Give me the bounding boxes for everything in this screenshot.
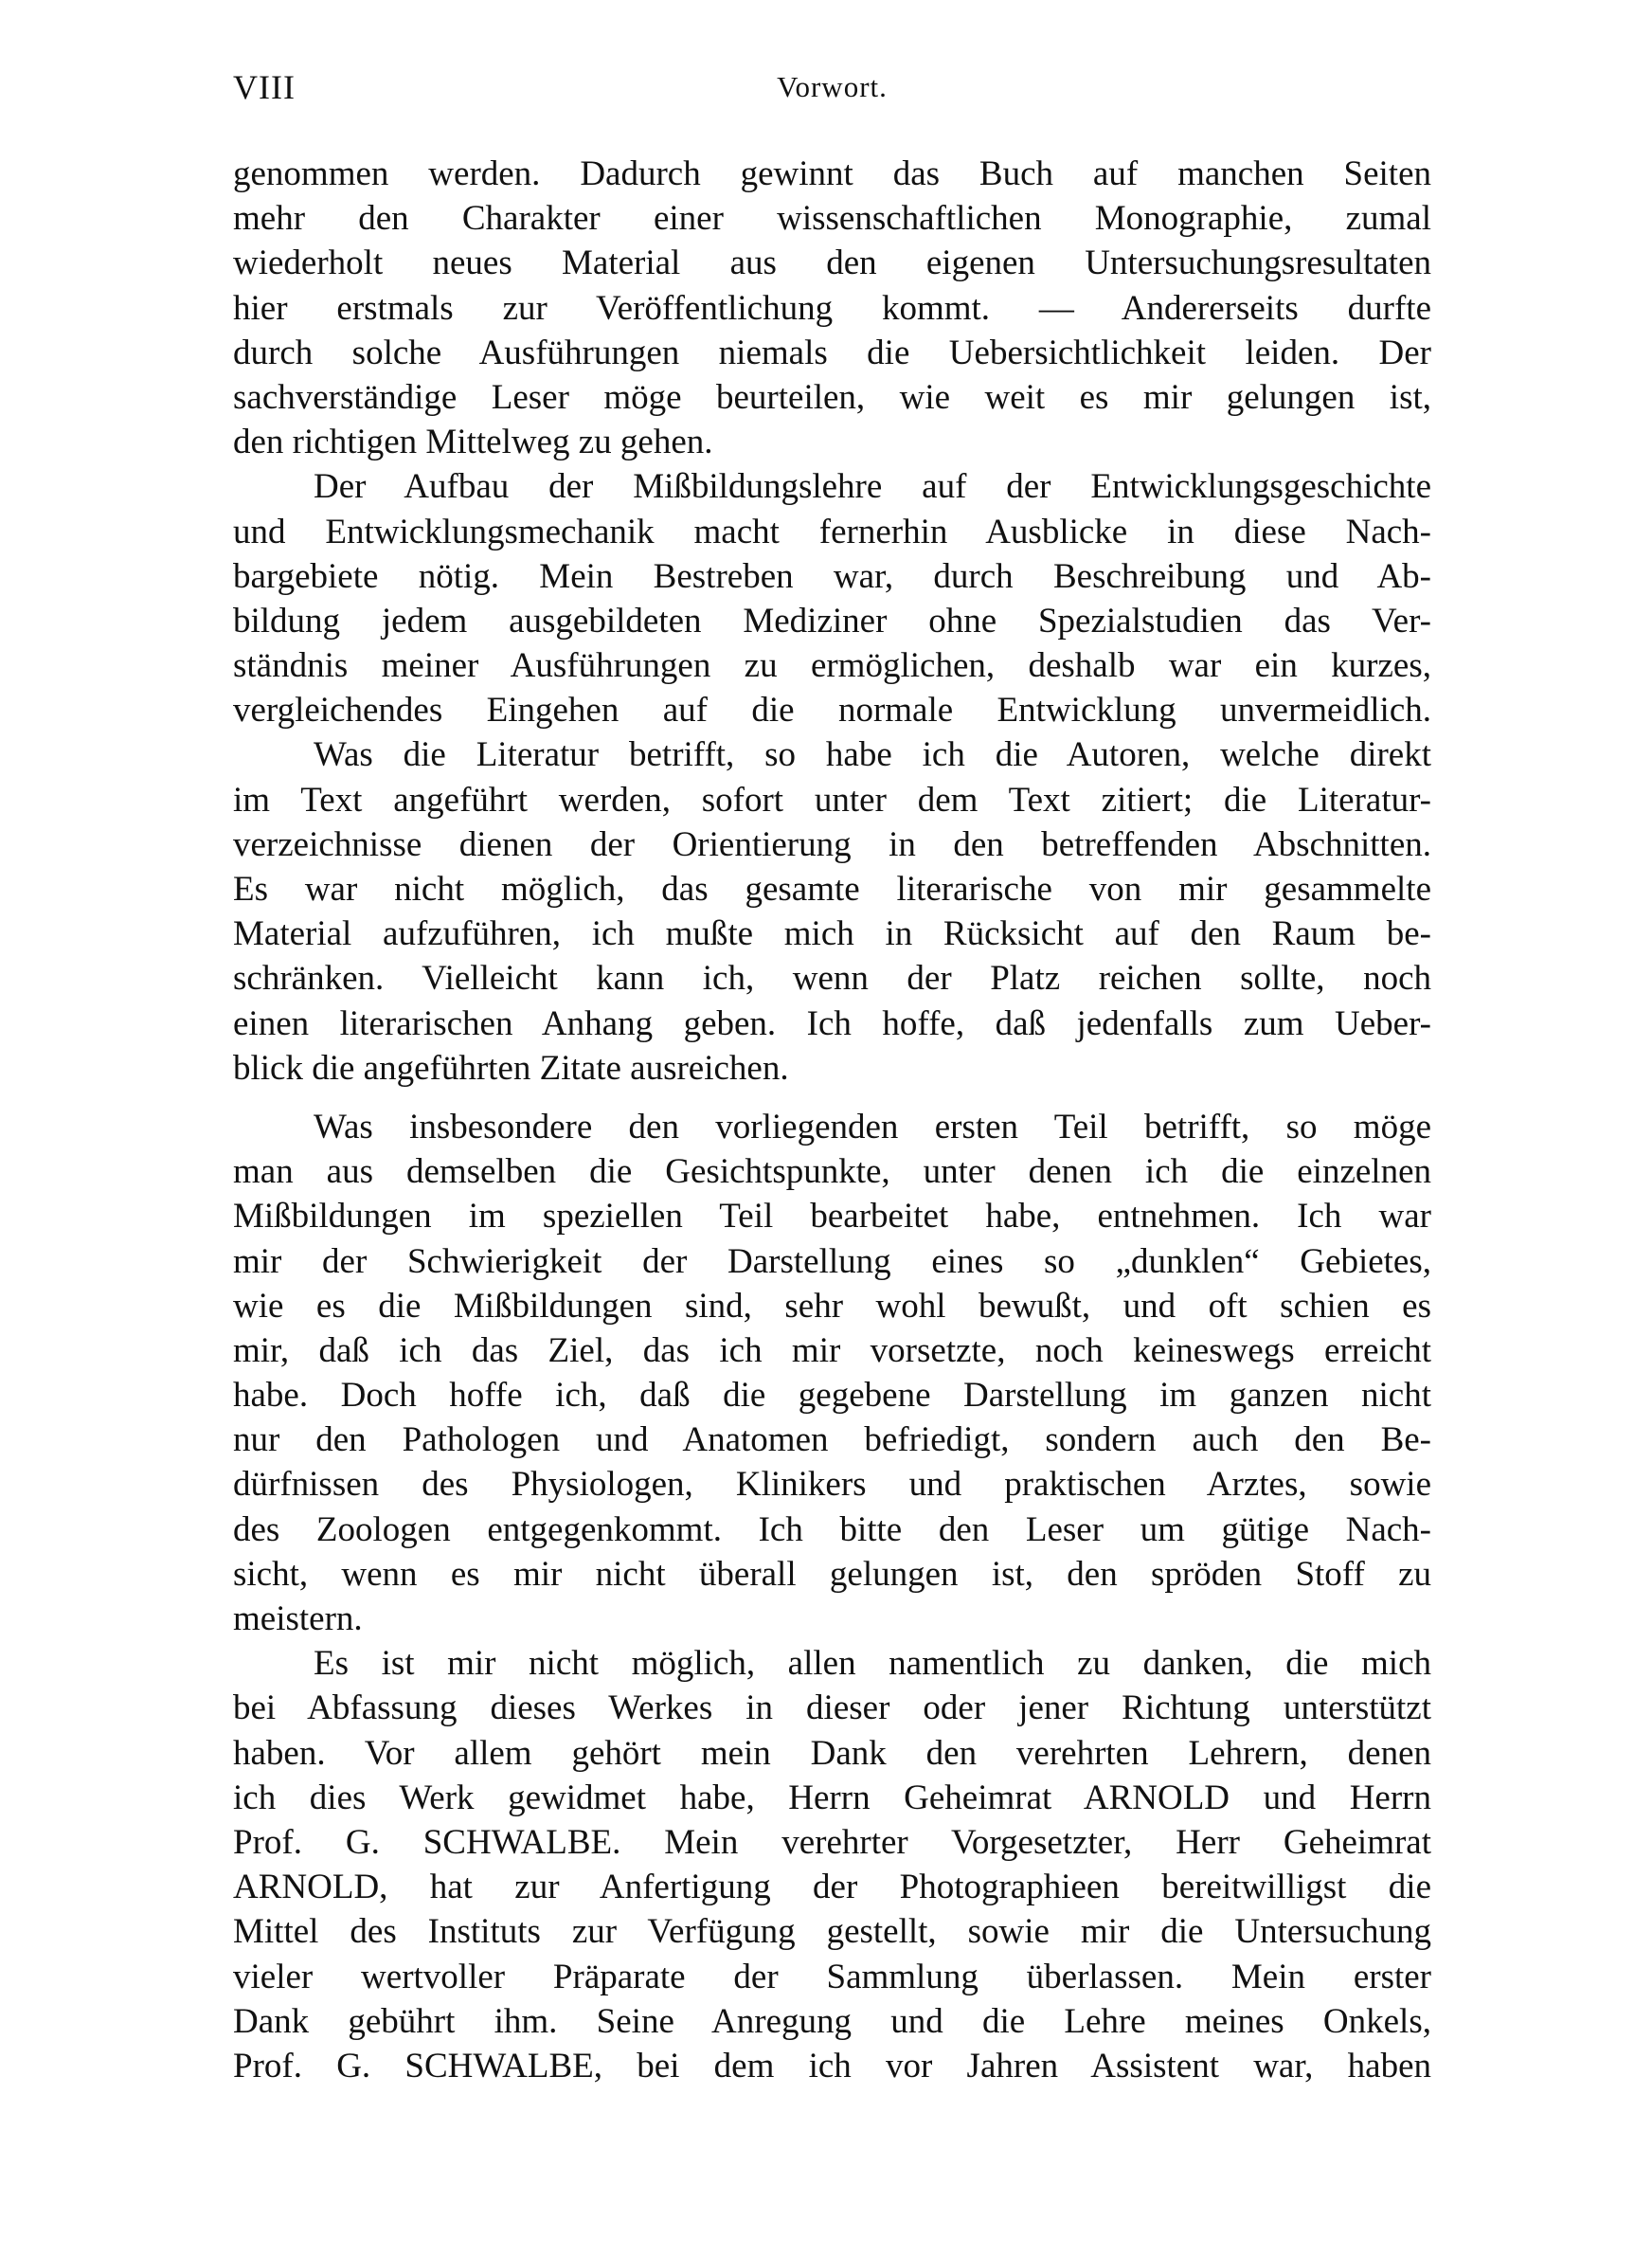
- text-line: ich dies Werk gewidmet habe, Herrn Geheimrat ARNOLD und Herrn: [233, 1778, 1431, 1817]
- text-line: sachverständige Leser möge beurteilen, wie weit es mir gelungen ist,: [233, 377, 1431, 417]
- text-line: mehr den Charakter einer wissenschaftlichen Monographie, zumal: [233, 199, 1431, 239]
- text-line: Mittel des Instituts zur Verfügung gestellt, sowie mir die Untersuchung: [233, 1912, 1431, 1952]
- text-line: Prof. G. SCHWALBE. Mein verehrter Vorgesetzter, Herr Geheimrat: [233, 1822, 1431, 1862]
- text-line: verzeichnisse dienen der Orientierung in den betreffenden Abschnitten.: [233, 824, 1431, 864]
- text-line: hier erstmals zur Veröffentlichung kommt. — Andererseits durfte: [233, 288, 1431, 328]
- text-line: man aus demselben die Gesichtspunkte, unter denen ich die einzelnen: [233, 1152, 1431, 1192]
- text-line: mir der Schwierigkeit der Darstellung eines so „dunklen“ Gebietes,: [233, 1241, 1431, 1281]
- text-line: wiederholt neues Material aus den eigenen Untersuchungsresultaten: [233, 244, 1431, 283]
- text-line: vergleichendes Eingehen auf die normale Entwicklung unvermeidlich.: [233, 691, 1431, 731]
- paragraph-first-line: Was die Literatur betrifft, so habe ich die Autoren, welche direkt: [314, 735, 1431, 775]
- text-line: bildung jedem ausgebildeten Mediziner ohne Spezialstudien das Ver-: [233, 601, 1431, 641]
- text-line: vieler wertvoller Präparate der Sammlung überlassen. Mein erster: [233, 1957, 1431, 1996]
- text-line: Prof. G. SCHWALBE, bei dem ich vor Jahren Assistent war, haben: [233, 2046, 1431, 2085]
- text-line: haben. Vor allem gehört mein Dank den verehrten Lehrern, denen: [233, 1733, 1431, 1773]
- text-line: durch solche Ausführungen niemals die Uebersichtlichkeit leiden. Der: [233, 333, 1431, 372]
- text-line: des Zoologen entgegenkommt. Ich bitte den Leser um gütige Nach-: [233, 1509, 1431, 1549]
- text-line: nur den Pathologen und Anatomen befriedigt, sondern auch den Be-: [233, 1420, 1431, 1460]
- text-line: und Entwicklungsmechanik macht fernerhin Ausblicke in diese Nach-: [233, 512, 1431, 551]
- text-line: ständnis meiner Ausführungen zu ermöglichen, deshalb war ein kurzes,: [233, 646, 1431, 686]
- text-line: blick die angeführten Zitate ausreichen.: [233, 1048, 789, 1088]
- text-line: sicht, wenn es mir nicht überall gelungen ist, den spröden Stoff zu: [233, 1554, 1431, 1594]
- text-line: bargebiete nötig. Mein Bestreben war, durch Beschreibung und Ab-: [233, 556, 1431, 596]
- text-line: im Text angeführt werden, sofort unter dem Text zitiert; die Literatur-: [233, 780, 1431, 820]
- text-line: wie es die Mißbildungen sind, sehr wohl bewußt, und oft schien es: [233, 1286, 1431, 1326]
- paragraph-first-line: Was insbesondere den vorliegenden ersten Teil betrifft, so möge: [314, 1107, 1431, 1147]
- paragraph-first-line: Der Aufbau der Mißbildungslehre auf der Entwicklungsgeschichte: [314, 467, 1431, 507]
- text-line: bei Abfassung dieses Werkes in dieser oder jener Richtung unterstützt: [233, 1688, 1431, 1728]
- page-number: VIII: [233, 68, 296, 106]
- text-line: genommen werden. Dadurch gewinnt das Buch auf manchen Seiten: [233, 154, 1431, 193]
- text-line: Es war nicht möglich, das gesamte literarische von mir gesammelte: [233, 870, 1431, 909]
- text-line: ARNOLD, hat zur Anfertigung der Photographieen bereitwilligst die: [233, 1868, 1431, 1907]
- text-line: einen literarischen Anhang geben. Ich hoffe, daß jedenfalls zum Ueber-: [233, 1003, 1431, 1043]
- text-line: Dank gebührt ihm. Seine Anregung und die Lehre meines Onkels,: [233, 2001, 1431, 2041]
- text-line: habe. Doch hoffe ich, daß die gegebene Darstellung im ganzen nicht: [233, 1376, 1431, 1416]
- text-line: Mißbildungen im speziellen Teil bearbeitet habe, entnehmen. Ich war: [233, 1197, 1431, 1237]
- page-header: [233, 64, 1431, 110]
- body-text: [233, 152, 1431, 2088]
- text-line: dürfnissen des Physiologen, Klinikers und praktischen Arztes, sowie: [233, 1465, 1431, 1505]
- text-line: den richtigen Mittelweg zu gehen.: [233, 423, 713, 462]
- text-line: meistern.: [233, 1599, 363, 1638]
- running-title: Vorwort.: [777, 70, 888, 103]
- text-line: schränken. Vielleicht kann ich, wenn der Platz reichen sollte, noch: [233, 959, 1431, 999]
- text-line: Material aufzuführen, ich mußte mich in Rücksicht auf den Raum be-: [233, 914, 1431, 954]
- paragraph-first-line: Es ist mir nicht möglich, allen namentlich zu danken, die mich: [314, 1644, 1431, 1684]
- text-line: mir, daß ich das Ziel, das ich mir vorsetzte, noch keineswegs erreicht: [233, 1330, 1431, 1370]
